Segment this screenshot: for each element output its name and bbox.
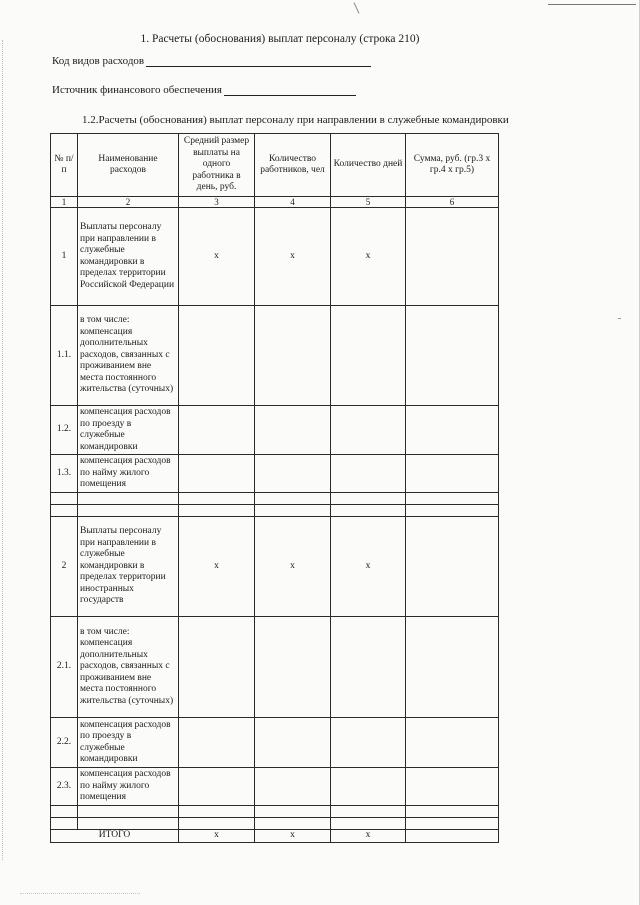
avg-payment-cell[interactable] [179,818,255,830]
expense-code-field [52,55,371,67]
row-num [51,806,78,818]
footer-scan-noise [20,893,140,896]
sum-cell[interactable] [406,718,499,768]
row-num: 2.2. [51,718,78,768]
expense-code-label: Код видов расходов [52,55,145,67]
row-name [78,806,179,818]
avg-payment-cell[interactable] [179,617,255,718]
avg-payment-cell[interactable] [179,406,255,455]
header-days: Количество дней [331,134,406,197]
employees-cell[interactable] [255,493,331,505]
row-name: Выплаты персоналу при направлении в служебные командировки в пределах территории иностранных государств [78,517,179,617]
sum-cell[interactable] [406,818,499,830]
header-row [51,134,499,197]
avg-payment-cell[interactable]: x [179,517,255,617]
days-cell[interactable]: x [331,208,406,306]
table-row [51,306,499,406]
table-row [51,768,499,806]
avg-payment-cell[interactable] [179,306,255,406]
colnum-6: 6 [406,197,499,208]
sum-cell[interactable] [406,768,499,806]
employees-cell[interactable] [255,617,331,718]
row-num: 2 [51,517,78,617]
row-name [78,493,179,505]
total-avg-payment-cell[interactable]: x [179,830,255,843]
row-name [78,505,179,517]
total-sum-cell[interactable] [406,830,499,843]
employees-cell[interactable] [255,818,331,830]
row-name: компенсация расходов по проезду в служебные командировки [78,406,179,455]
sum-cell[interactable] [406,493,499,505]
row-num [51,818,78,830]
days-cell[interactable] [331,505,406,517]
funding-source-field [52,84,356,96]
table-row [51,517,499,617]
sum-cell[interactable] [406,208,499,306]
header-num: № п/п [51,134,78,197]
left-margin-dots [2,40,4,860]
days-cell[interactable] [331,718,406,768]
funding-source-label: Источник финансового обеспечения [52,84,222,96]
header-avg-payment: Средний размер выплаты на одного работника в день, руб. [179,134,255,197]
total-label: ИТОГО [51,830,179,843]
employees-cell[interactable] [255,718,331,768]
row-name: в том числе: компенсация дополнительных расходов, связанных с проживанием вне места постоянного жительства (суточных) [78,617,179,718]
table-row [51,208,499,306]
sum-cell[interactable] [406,517,499,617]
employees-cell[interactable]: x [255,208,331,306]
table-row [51,718,499,768]
header-employees: Количество работников, чел [255,134,331,197]
document-title: 1. Расчеты (обоснования) выплат персоналу (строка 210) [140,33,420,45]
avg-payment-cell[interactable] [179,455,255,493]
table-row [51,617,499,718]
avg-payment-cell[interactable] [179,505,255,517]
employees-cell[interactable] [255,768,331,806]
sum-cell[interactable] [406,455,499,493]
sum-cell[interactable] [406,806,499,818]
employees-cell[interactable] [255,806,331,818]
table-row [51,505,499,517]
colnum-3: 3 [179,197,255,208]
days-cell[interactable] [331,455,406,493]
row-name: Выплаты персоналу при направлении в служебные командировки в пределах территории Российской Федерации [78,208,179,306]
avg-payment-cell[interactable]: x [179,208,255,306]
header-sum: Сумма, руб. (гр.3 х гр.4 х гр.5) [406,134,499,197]
row-num: 2.3. [51,768,78,806]
colnum-4: 4 [255,197,331,208]
avg-payment-cell[interactable] [179,806,255,818]
row-num: 1 [51,208,78,306]
row-name: компенсация расходов по найму жилого помещения [78,455,179,493]
margin-speck [618,318,621,319]
avg-payment-cell[interactable] [179,768,255,806]
colnum-2: 2 [78,197,179,208]
top-edge-line [548,4,636,5]
days-cell[interactable] [331,617,406,718]
row-num: 2.1. [51,617,78,718]
days-cell[interactable] [331,493,406,505]
row-name [78,818,179,830]
table-row [51,806,499,818]
table-row [51,818,499,830]
employees-cell[interactable] [255,455,331,493]
avg-payment-cell[interactable] [179,718,255,768]
row-num: 1.2. [51,406,78,455]
days-cell[interactable] [331,306,406,406]
sum-cell[interactable] [406,617,499,718]
days-cell[interactable] [331,806,406,818]
sum-cell[interactable] [406,306,499,406]
days-cell[interactable] [331,768,406,806]
employees-cell[interactable] [255,406,331,455]
avg-payment-cell[interactable] [179,493,255,505]
employees-cell[interactable]: x [255,517,331,617]
funding-source-line[interactable] [224,94,356,96]
colnum-5: 5 [331,197,406,208]
section-subtitle: 1.2.Расчеты (обоснования) выплат персоналу при направлении в служебные командировки [82,114,509,126]
days-cell[interactable] [331,818,406,830]
employees-cell[interactable] [255,306,331,406]
business-trip-table [50,133,499,843]
row-name: компенсация расходов по найму жилого помещения [78,768,179,806]
total-row [51,830,499,843]
days-cell[interactable] [331,406,406,455]
row-name: в том числе: компенсация дополнительных расходов, связанных с проживанием вне места постоянного жительства (суточных) [78,306,179,406]
table-row [51,455,499,493]
table-row [51,493,499,505]
expense-code-line[interactable] [146,65,371,67]
row-num [51,493,78,505]
sum-cell[interactable] [406,505,499,517]
header-name: Наименование расходов [78,134,179,197]
column-number-row [51,197,499,208]
row-num [51,505,78,517]
colnum-1: 1 [51,197,78,208]
total-employees-cell[interactable]: x [255,830,331,843]
sum-cell[interactable] [406,406,499,455]
row-num: 1.3. [51,455,78,493]
row-name: компенсация расходов по проезду в служебные командировки [78,718,179,768]
table-row [51,406,499,455]
employees-cell[interactable] [255,505,331,517]
total-days-cell[interactable]: x [331,830,406,843]
days-cell[interactable]: x [331,517,406,617]
row-num: 1.1. [51,306,78,406]
